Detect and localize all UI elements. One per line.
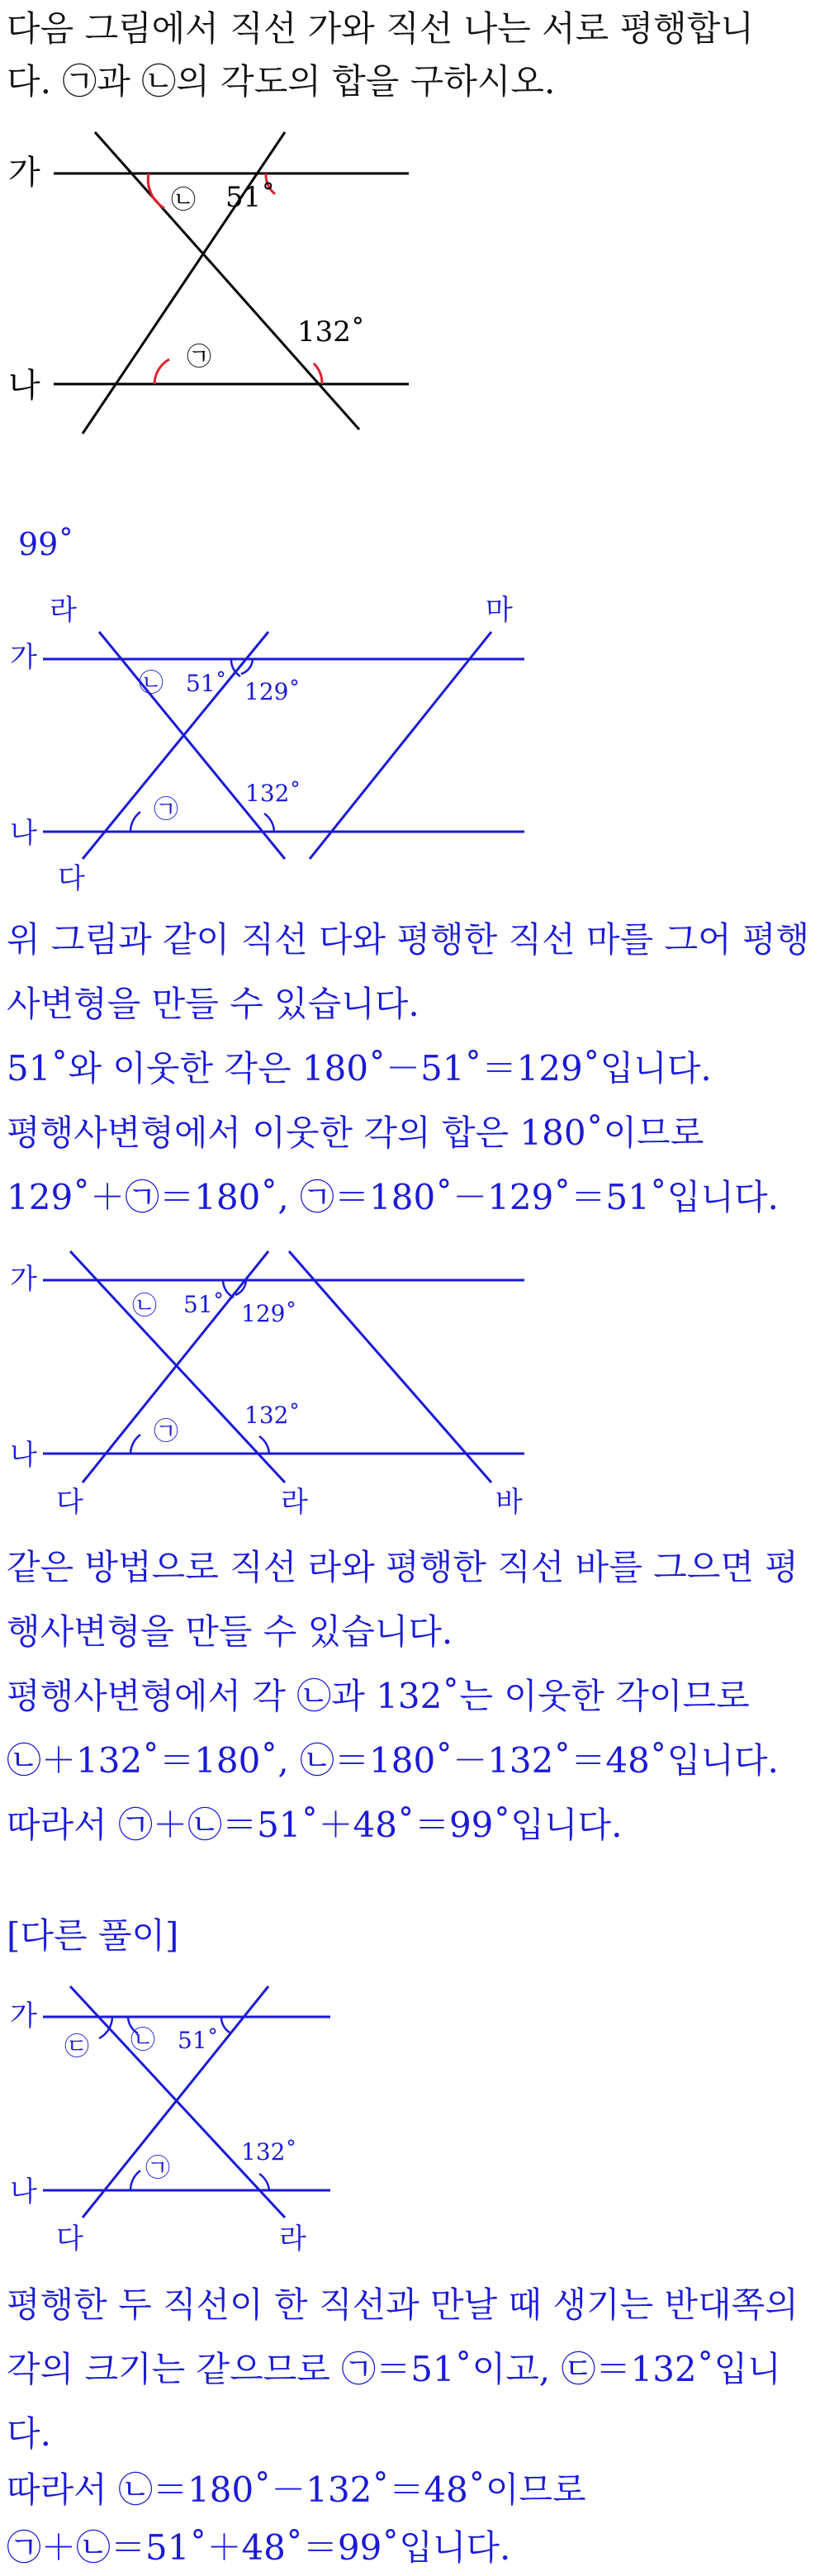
angle-arc [130,812,140,832]
arc-a [154,359,169,384]
para1-line-5: 129˚＋㉠＝180˚, ㉠＝180˚－129˚＝51˚입니다. [7,1177,779,1217]
figure-label: ㉢ [64,2033,89,2061]
angle-arc [221,2017,231,2033]
arc-b [148,173,164,208]
figure-label: 129˚ [244,678,301,705]
para3-line-1: 평행한 두 직선이 한 직선과 만날 때 생기는 반대쪽의 [7,2284,799,2325]
figure-label: 132˚ [244,1402,301,1429]
figure-line [83,1986,268,2218]
figure-label: 129˚ [241,1300,297,1327]
figure-label: 나 [10,1439,37,1472]
para2-line-2: 행사변형을 만들 수 있습니다. [7,1611,453,1652]
angle-arc [259,1436,269,1454]
figure-label: ㉠ [145,2154,170,2183]
figure-label: 다 [56,1486,83,1519]
problem-line-1: 다음 그림에서 직선 가와 직선 나는 서로 평행합니 [7,8,754,49]
figure-label: ㉡ [132,1292,157,1321]
figure-label: ㉠ [154,795,178,824]
para3-line-4: 따라서 ㉡＝180˚－132˚＝48˚이므로 [7,2469,586,2510]
alt-heading: [다른 풀이] [7,1915,179,1956]
para2-line-3: 평행사변형에서 각 ㉡과 132˚는 이웃한 각이므로 [7,1676,750,1716]
figure-label: 가 [10,1263,37,1296]
figure-label: ㉡ [139,669,164,698]
alt-figure [0,1957,820,2255]
transversal-2 [83,132,285,434]
figure-line [83,632,268,859]
problem-line-2: 다. ㉠과 ㉡의 각도의 합을 구하시오. [7,61,556,102]
para3-line-2: 각의 크기는 같으므로 ㉠＝51˚이고, ㉢＝132˚입니 [7,2349,781,2389]
para1-line-2: 사변형을 만들 수 있습니다. [7,984,419,1024]
angle-132: 132˚ [297,315,365,349]
figure-label: 나 [10,817,37,850]
para3-line-5: ㉠＋㉡＝51˚＋48˚＝99˚입니다. [7,2527,511,2568]
figure-line [99,632,285,859]
para2-line-4: ㉡＋132˚＝180˚, ㉡＝180˚－132˚＝48˚입니다. [7,1740,779,1781]
answer: 99˚ [18,526,74,562]
figure-label: 51˚ [186,670,227,697]
figure-label: 132˚ [245,780,301,807]
problem-figure [0,116,820,446]
angle-51: 51˚ [225,181,276,214]
figure-label: 다 [58,862,85,895]
para1-line-4: 평행사변형에서 이웃한 각의 합은 180˚이므로 [7,1112,704,1153]
figure-line [289,1251,491,1483]
para2-line-5: 따라서 ㉠＋㉡＝51˚＋48˚＝99˚입니다. [7,1805,623,1845]
angle-arc [130,2170,140,2190]
mark-b: ㉡ [171,186,196,215]
para2-line-1: 같은 방법으로 직선 라와 평행한 직선 바를 그으면 평 [7,1547,799,1587]
figure-label: 마 [486,594,513,627]
figure-line [70,1986,285,2218]
figure-label: 51˚ [183,1291,225,1318]
figure-label: 가 [10,641,37,674]
figure-line [83,1251,268,1483]
angle-arc [259,2174,269,2190]
figure-line [310,632,491,859]
solution-figure-2 [0,591,820,904]
para1-line-3: 51˚와 이웃한 각은 180˚－51˚＝129˚입니다. [7,1048,712,1089]
angle-arc [130,1435,140,1454]
figure-label: 51˚ [178,2027,219,2054]
figure-label: 나 [10,2175,37,2208]
label-na: 나 [8,367,40,405]
figure-label: ㉠ [154,1417,178,1446]
para1-line-1: 위 그림과 같이 직선 다와 평행한 직선 마를 그어 평행 [7,919,810,960]
figure-label: 라 [281,1486,308,1519]
figure-label: 132˚ [241,2138,297,2166]
solution-figure-3 [0,1210,820,1532]
figure-label: 바 [495,1486,523,1519]
figure-label: 다 [56,2223,83,2255]
figure-label: ㉡ [130,2026,155,2055]
figure-line [70,1251,285,1483]
mark-a: ㉠ [187,343,211,372]
label-ga: 가 [8,154,40,192]
figure-label: 라 [50,594,77,627]
figure-label: 가 [10,2000,37,2033]
figure-label: 라 [279,2223,306,2255]
para3-line-3: 다. [7,2413,51,2454]
angle-arc [264,814,274,832]
